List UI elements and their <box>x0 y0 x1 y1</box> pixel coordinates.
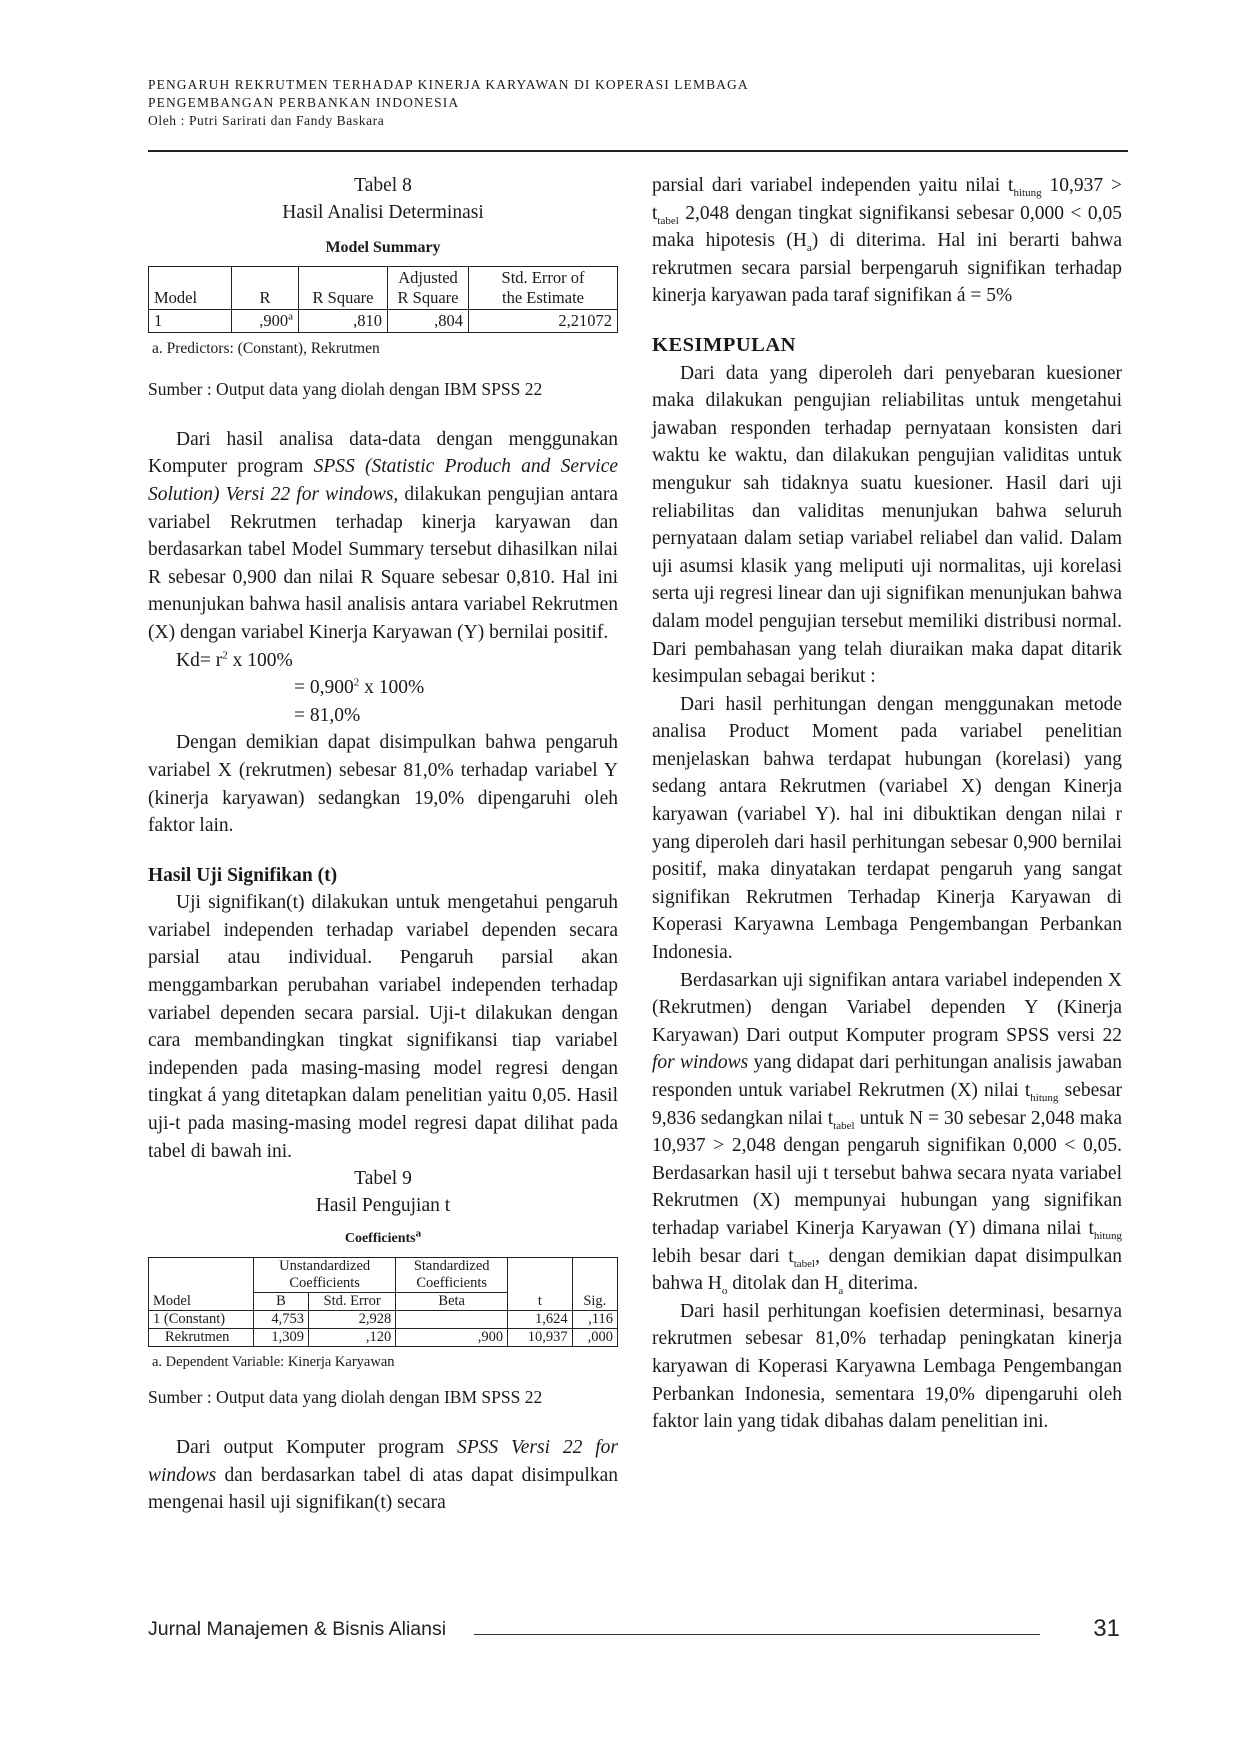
formula-line-3: = 81,0% <box>294 704 361 726</box>
cell-r <box>232 309 299 332</box>
cell-std-error: ,120 <box>308 1328 395 1346</box>
left-column <box>148 172 618 1517</box>
th-standardized <box>396 1257 508 1292</box>
table9-caption-footnote: a <box>415 1227 422 1240</box>
paragraph <box>652 967 1122 1298</box>
text-run: , dengan demikian dapat disimpulkan bahwa H <box>652 1245 1122 1295</box>
subscript: hitung <box>1093 1229 1122 1242</box>
table8-source: Sumber : Output data yang diolah dengan IBM SPSS 22 <box>148 379 543 400</box>
text-run: diterima. <box>843 1273 919 1295</box>
th-unstandardized <box>254 1257 396 1292</box>
journal-name: Jurnal Manajemen & Bisnis Aliansi <box>148 1618 447 1640</box>
formula-line-2 <box>294 674 618 702</box>
paragraph <box>652 172 1122 310</box>
th-beta: Beta <box>396 1292 508 1310</box>
th-empty <box>572 1257 617 1292</box>
cell-beta <box>396 1310 508 1328</box>
formula-text: x 100% <box>359 677 425 699</box>
th-b: B <box>254 1292 309 1310</box>
italic-text: SPSS Versi 22 for windows <box>148 1437 618 1486</box>
cell-model: 1 (Constant) <box>149 1310 254 1328</box>
text-run: 2,048 dengan tingkat signifikansi sebesar 0,000 < 0,05 maka hipotesis (H <box>652 202 1122 252</box>
cell-model: 1 <box>149 309 232 332</box>
cell-model: Rekrutmen <box>149 1328 254 1346</box>
table-header-row <box>149 266 618 309</box>
subscript: o <box>721 1285 728 1298</box>
cell-r-footnote: a <box>288 310 293 323</box>
cell-r-square: ,810 <box>299 309 388 332</box>
th-empty <box>149 1257 254 1292</box>
table9-caption-text: Coefficients <box>344 1231 416 1247</box>
right-column <box>652 172 1122 1436</box>
th-unstd-2: Coefficients <box>289 1274 360 1291</box>
header-title-line-1: PENGARUH REKRUTMEN TERHADAP KINERJA KARYAWAN DI KOPERASI LEMBAGA <box>148 77 749 92</box>
th-model: Model <box>149 1292 254 1310</box>
table9-title: Tabel 9 <box>354 1168 412 1190</box>
text-run: untuk N = 30 sebesar 2,048 maka 10,937 > 2,048 dengan pengaruh signifikan 0,000 < 0,05. Berdasarkan hasil uji t tersebut bahwa secara nyata variabel Rekrutmen (X) mempunyai hubungan yang signifikan terhadap variabel Kinerja Karyawan (Y) dimana nilai t <box>652 1107 1122 1239</box>
cell-b: 4,753 <box>254 1310 309 1328</box>
formula-text: = 0,900 <box>294 677 354 699</box>
table8-title: Tabel 8 <box>354 175 412 196</box>
th-empty <box>508 1257 573 1292</box>
text-run: ) di diterima. Hal ini berarti bahwa rekrutmen secara parsial berpengaruh signifikan terhadap kinerja karyawan pada taraf signifikan á = 5% <box>652 230 1122 307</box>
paragraph <box>148 1434 618 1517</box>
page-footer <box>148 1615 1128 1648</box>
th-adjusted-r-square <box>388 266 469 309</box>
table9-subtitle: Hasil Pengujian t <box>315 1195 451 1217</box>
running-header <box>148 76 1128 130</box>
subscript: tabel <box>657 214 679 227</box>
th-adjusted-1: Adjusted <box>398 267 458 287</box>
model-summary-table <box>148 266 618 333</box>
section-heading-uji-t: Hasil Uji Signifikan (t) <box>148 864 338 886</box>
paragraph: Uji signifikan(t) dilakukan untuk mengetahui pengaruh variabel independen terhadap variabel dependen secara parsial atau individual. Pengaruh parsial akan menggambarkan perubahan variabel independen terhadap variabel dependen secara parsial. Uji-t dilakukan dengan cara membandingkan tingkat signifikansi tiap variabel independen pada masing-masing model regresi dengan tingkat á yang ditetapkan dalam penelitian yaitu 0,05. Hasil uji-t pada masing-masing model regresi dapat dilihat pada tabel di bawah ini. <box>148 892 618 1162</box>
th-std-1: Standardized <box>413 1257 490 1274</box>
table9-caption <box>148 1225 618 1253</box>
table8-caption: Model Summary <box>325 239 441 256</box>
table9-note: a. Dependent Variable: Kinerja Karyawan <box>152 1353 395 1370</box>
cell-beta: ,900 <box>396 1328 508 1346</box>
header-title-line-2: PENGEMBANGAN PERBANKAN INDONESIA <box>148 95 460 110</box>
table-row <box>149 1328 618 1346</box>
text-run: yang didapat dari perhitungan analisis jawaban responden untuk variabel Rekrutmen (X) nilai t <box>652 1052 1122 1101</box>
table-header-row <box>149 1292 618 1310</box>
cell-std-error: 2,21072 <box>469 309 618 332</box>
th-std-error-1: Std. Error of <box>501 267 585 287</box>
th-t: t <box>508 1292 573 1310</box>
subscript: hitung <box>1013 186 1042 199</box>
subscript: a <box>806 242 812 255</box>
cell-t: 10,937 <box>508 1328 573 1346</box>
text-run: lebih besar dari t <box>652 1245 794 1267</box>
th-std-2: Coefficients <box>416 1274 487 1291</box>
table-row <box>149 1310 618 1328</box>
table9-source: Sumber : Output data yang diolah dengan IBM SPSS 22 <box>148 1387 543 1408</box>
header-byline: Oleh : Putri Sarirati dan Fandy Baskara <box>148 113 385 128</box>
kd-formula <box>176 647 618 730</box>
paragraph: Dengan demikian dapat disimpulkan bahwa pengaruh variabel X (rekrutmen) sebesar 81,0% terhadap variabel Y (kinerja karyawan) sedangkan 19,0% dipengaruhi oleh faktor lain. <box>148 732 618 837</box>
text-run: sebesar 9,836 sedangkan nilai t <box>652 1080 1122 1129</box>
text-run: Berdasarkan uji signifikan antara variabel independen X (Rekrutmen) dengan Variabel dependen Y (Kinerja Karyawan) Dari output Komputer program SPSS versi 22 <box>652 969 1122 1046</box>
table8-subtitle: Hasil Analisi Determinasi <box>282 202 484 223</box>
section-heading-kesimpulan: KESIMPULAN <box>652 333 796 356</box>
cell-sig: ,000 <box>572 1328 617 1346</box>
coefficients-table <box>148 1257 618 1347</box>
th-std-error <box>469 266 618 309</box>
cell-b: 1,309 <box>254 1328 309 1346</box>
th-r: R <box>232 266 299 309</box>
th-std-error-2: the Estimate <box>501 287 585 307</box>
subscript: tabel <box>833 1119 855 1132</box>
text-run: ditolak dan H <box>727 1273 839 1295</box>
formula-line-1 <box>176 647 618 675</box>
th-std-error: Std. Error <box>308 1292 395 1310</box>
formula-text: x 100% <box>227 649 293 671</box>
th-unstd-1: Unstandardized <box>279 1257 371 1274</box>
th-sig: Sig. <box>572 1292 617 1310</box>
subscript: a <box>838 1285 844 1298</box>
cell-sig: ,116 <box>572 1310 617 1328</box>
table-row <box>149 309 618 332</box>
italic-text: for windows <box>652 1052 749 1074</box>
text-run: dilakukan pengujian antara variabel Rekrutmen terhadap kinerja karyawan dan berdasarkan tabel Model Summary tersebut dihasilkan nilai R sebesar 0,900 dan nilai R Square sebesar 0,810. Hal ini menunjukan bahwa hasil analisis antara variabel Rekrutmen (X) dengan variabel Kinerja Karyawan (Y) bernilai positif. <box>148 483 618 643</box>
footer-rule <box>474 1634 1040 1635</box>
text-run: dan berdasarkan tabel di atas dapat disimpulkan mengenai hasil uji signifikan(t) secara <box>148 1464 618 1514</box>
paragraph <box>148 426 618 647</box>
formula-exponent: 2 <box>353 676 360 689</box>
cell-std-error: 2,928 <box>308 1310 395 1328</box>
italic-text: SPSS (Statistic Produch and Service Solution) Versi 22 for windows, <box>148 456 618 505</box>
text-run: Dari output Komputer program <box>176 1437 458 1458</box>
th-r-square: R Square <box>299 266 388 309</box>
text-run: Dari hasil analisa data-data dengan menggunakan Komputer program <box>148 428 618 478</box>
table-header-row <box>149 1257 618 1292</box>
th-adjusted-2: R Square <box>397 287 459 307</box>
text-run: parsial dari variabel independen yaitu nilai t <box>652 175 1014 196</box>
formula-exponent: 2 <box>222 649 228 662</box>
page-number: 31 <box>1093 1615 1120 1642</box>
text-run: 10,937 > t <box>652 175 1123 224</box>
formula-text: Kd= r <box>176 649 223 671</box>
paragraph: Dari data yang diperoleh dari penyebaran kuesioner maka dilakukan pengujian reliabilitas untuk mengetahui jawaban responden terhadap pernyataan konsisten dari waktu ke waktu, dan dilakukan pengujian validitas untuk mengukur sah tidaknya suatu kuesioner. Hasil dari uji reliabilitas dan validitas menunjukan bahwa seluruh pernyataan dalam setiap variabel reliabel dan valid. Dalam uji asumsi klasik yang meliputi uji normalitas, uji korelasi serta uji regresi linear dan uji signifikan menunjukan bahwa dalam model pengujian tersebut memiliki distribusi normal. Dari pembahasan yang telah diuraikan maka dapat ditarik kesimpulan sebagai berikut : <box>652 362 1122 688</box>
table8-note: a. Predictors: (Constant), Rekrutmen <box>152 339 380 357</box>
cell-adjusted-r-square: ,804 <box>388 309 469 332</box>
cell-t: 1,624 <box>508 1310 573 1328</box>
paragraph: Dari hasil perhitungan koefisien determinasi, besarnya rekrutmen sebesar 81,0% terhadap peningkatan kinerja karyawan di Koperasi Karyawna Lembaga Pengembangan Perbankan Indonesia, sementara 19,0% dipengaruhi oleh faktor lain yang tidak dibahas dalam penelitian ini. <box>652 1300 1122 1433</box>
header-rule <box>148 150 1128 152</box>
subscript: tabel <box>793 1257 816 1270</box>
th-model: Model <box>149 266 232 309</box>
subscript: hitung <box>1030 1091 1059 1104</box>
paragraph: Dari hasil perhitungan dengan menggunakan metode analisa Product Moment pada variabel penelitian menjelaskan bahwa terdapat hubungan (korelasi) yang sedang antara Rekrutmen (variabel X) dengan Kinerja karyawan (variabel Y). hal ini dibuktikan dengan nilai r yang diperoleh dari hasil perhitungan sebesar 0,900 bernilai positif, maka dinyatakan terdapat pengaruh yang sangat signifikan Rekrutmen Terhadap Kinerja Karyawan di Koperasi Karyawna Lembaga Pengembangan Perbankan Indonesia. <box>652 693 1122 964</box>
cell-r-value: ,900 <box>259 310 289 330</box>
